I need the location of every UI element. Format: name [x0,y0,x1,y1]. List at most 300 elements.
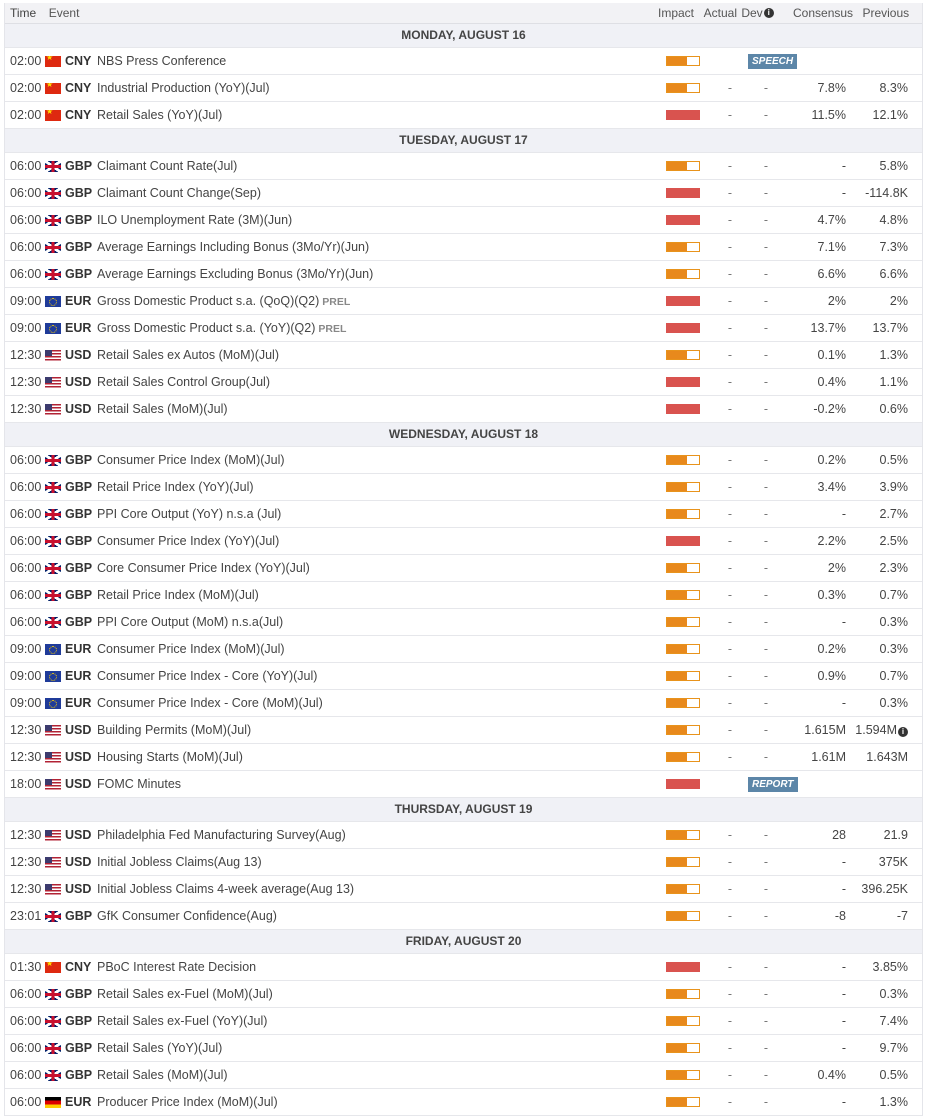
actual-value: - [727,615,733,629]
impact-medium-bar-icon [666,1097,700,1107]
currency-code: GBP [65,615,93,629]
flag-us-icon [45,779,61,790]
column-header-actual[interactable]: Actual [703,6,737,20]
event-name-cell[interactable] [93,159,662,173]
consensus-value: 1.61M [811,750,846,764]
event-row[interactable] [5,876,922,903]
event-name-cell[interactable] [93,588,662,602]
event-row[interactable] [5,369,922,396]
event-name-cell[interactable] [93,987,662,1001]
event-row[interactable] [5,1035,922,1062]
event-name-cell[interactable] [93,186,662,200]
event-name[interactable]: Retail Sales ex-Fuel (MoM)(Jul) [97,987,273,1001]
impact-cell [662,110,712,120]
currency-code: CNY [65,960,92,974]
actual-value: - [727,375,733,389]
previous-value: 4.8% [879,213,908,227]
event-time: 06:00 [10,267,42,281]
event-name-cell[interactable] [93,81,662,95]
consensus-value: 0.2% [817,453,846,467]
event-name-cell[interactable] [93,321,662,335]
event-name[interactable]: Retail Sales (YoY)(Jul) [97,1041,223,1055]
previous-value: 0.3% [879,987,908,1001]
event-name-cell[interactable] [93,750,662,764]
event-name-cell[interactable] [93,882,662,896]
event-name[interactable]: PPI Core Output (MoM) n.s.a(Jul) [97,615,284,629]
impact-cell [662,404,712,414]
event-name[interactable]: Consumer Price Index (MoM)(Jul) [97,453,285,467]
event-time: 23:01 [10,909,42,923]
deviation-value: - [763,402,769,416]
previous-value-cell [846,81,908,95]
previous-value: 0.3% [879,615,908,629]
event-name[interactable]: Building Permits (MoM)(Jul) [97,723,252,737]
currency-code: GBP [65,1068,93,1082]
event-time: 12:30 [10,375,42,389]
deviation-value: - [763,321,769,335]
event-time: 06:00 [10,1041,42,1055]
deviation-value: - [763,480,769,494]
event-row[interactable] [5,315,922,342]
event-row[interactable] [5,396,922,423]
deviation-value: - [763,855,769,869]
actual-value: - [727,159,733,173]
event-name-cell[interactable] [93,561,662,575]
event-name-cell[interactable] [93,348,662,362]
deviation-value: - [763,588,769,602]
flag-cell [45,269,63,280]
column-header-time[interactable]: Time [10,6,37,20]
event-name[interactable]: PPI Core Output (YoY) n.s.a (Jul) [97,507,282,521]
event-name[interactable]: Producer Price Index (MoM)(Jul) [97,1095,278,1109]
previous-value: 13.7% [872,321,908,335]
impact-medium-bar-icon [666,725,700,735]
event-name-cell[interactable] [93,1095,662,1109]
event-name[interactable]: Initial Jobless Claims(Aug 13) [97,855,262,869]
previous-value-cell [846,615,908,629]
flag-cell [45,644,63,655]
column-header-consensus[interactable]: Consensus [793,6,854,20]
event-name[interactable]: Average Earnings Including Bonus (3Mo/Yr)(Jun) [97,240,370,254]
impact-medium-bar-icon [666,698,700,708]
column-header-dev[interactable] [741,6,785,20]
previous-value: 12.1% [872,108,908,122]
actual-value: - [727,1095,733,1109]
event-name[interactable]: Gross Domestic Product s.a. (QoQ)(Q2) [97,294,320,308]
actual-value: - [727,348,733,362]
flag-us-icon [45,857,61,868]
flag-cn-icon [45,83,61,94]
event-name[interactable]: Consumer Price Index - Core (YoY)(Jul) [97,669,318,683]
event-time: 06:00 [10,561,42,575]
currency-code: GBP [65,267,93,281]
impact-cell [662,377,712,387]
event-row[interactable] [5,636,922,663]
actual-value: - [727,81,733,95]
event-name[interactable]: Average Earnings Excluding Bonus (3Mo/Yr)(Jun) [97,267,374,281]
actual-value: - [727,669,733,683]
impact-medium-bar-icon [666,242,700,252]
event-name[interactable]: Core Consumer Price Index (YoY)(Jul) [97,561,310,575]
impact-medium-bar-icon [666,617,700,627]
event-name[interactable]: Retail Sales (MoM)(Jul) [97,402,228,416]
flag-cell [45,296,63,307]
event-name-cell[interactable] [93,642,662,656]
deviation-value: - [763,882,769,896]
previous-value-cell [846,909,908,923]
impact-medium-bar-icon [666,1016,700,1026]
currency-code: USD [65,855,92,869]
event-name[interactable]: GfK Consumer Confidence(Aug) [97,909,277,923]
consensus-value: 11.5% [811,108,846,122]
event-name-cell[interactable] [93,108,662,122]
event-row[interactable] [5,690,922,717]
event-name-cell[interactable] [93,240,662,254]
consensus-value: 2.2% [817,534,846,548]
table-header [5,3,922,24]
flag-cell [45,56,63,67]
previous-value-cell [846,669,908,683]
flag-cell [45,83,63,94]
event-name[interactable]: Retail Price Index (MoM)(Jul) [97,588,259,602]
consensus-value: 0.4% [817,1068,846,1082]
consensus-value: 4.7% [817,213,846,227]
economic-calendar [4,3,923,1116]
event-name[interactable]: Retail Sales Control Group(Jul) [97,375,270,389]
flag-cell [45,161,63,172]
impact-cell [662,590,712,600]
prel-badge: PREL [322,296,351,308]
event-row[interactable] [5,609,922,636]
event-time: 06:00 [10,453,42,467]
event-row[interactable] [5,180,922,207]
flag-gb-icon [45,509,61,520]
previous-value-cell [846,348,908,362]
impact-medium-bar-icon [666,911,700,921]
event-name[interactable]: Consumer Price Index (MoM)(Jul) [97,642,285,656]
event-name-cell[interactable] [93,1068,662,1082]
event-name-cell[interactable] [93,777,662,791]
previous-value: 0.5% [879,1068,908,1082]
consensus-value: - [841,186,846,200]
event-row[interactable] [5,234,922,261]
flag-gb-icon [45,1016,61,1027]
previous-value-cell [846,642,908,656]
event-name[interactable]: ILO Unemployment Rate (3M)(Jun) [97,213,293,227]
deviation-value: - [763,561,769,575]
event-name-cell[interactable] [93,909,662,923]
flag-cell [45,1097,63,1108]
previous-value: 1.1% [879,375,908,389]
flag-cell [45,215,63,226]
info-icon[interactable]: i [764,8,774,18]
impact-cell [662,1043,712,1053]
deviation-value: - [763,453,769,467]
impact-cell [662,161,712,171]
event-name-cell[interactable] [93,507,662,521]
event-name[interactable]: Retail Sales (MoM)(Jul) [97,1068,228,1082]
event-row[interactable] [5,207,922,234]
event-name[interactable]: Retail Sales (YoY)(Jul) [97,108,223,122]
previous-value-cell [846,453,908,467]
deviation-value: - [763,669,769,683]
event-name[interactable]: Consumer Price Index (YoY)(Jul) [97,534,280,548]
currency-code: GBP [65,1041,93,1055]
flag-cell [45,671,63,682]
currency-code: CNY [65,81,92,95]
previous-value-cell [846,1068,908,1082]
impact-cell [662,215,712,225]
event-name-cell[interactable] [93,402,662,416]
flag-cell [45,455,63,466]
column-header-previous[interactable]: Previous [862,6,910,20]
flag-cell [45,404,63,415]
event-row[interactable] [5,981,922,1008]
previous-value-cell [846,294,908,308]
previous-value-cell [846,723,908,737]
currency-code: USD [65,750,92,764]
flag-gb-icon [45,161,61,172]
event-name[interactable]: Claimant Count Rate(Jul) [97,159,238,173]
previous-value: 1.643M [866,750,908,764]
event-name-cell[interactable] [93,534,662,548]
flag-cell [45,911,63,922]
event-row[interactable] [5,342,922,369]
event-row[interactable] [5,1008,922,1035]
impact-cell [662,1070,712,1080]
deviation-value: - [763,186,769,200]
event-name-cell[interactable] [93,213,662,227]
previous-value: 6.6% [879,267,908,281]
event-name[interactable]: Claimant Count Change(Sep) [97,186,261,200]
event-name[interactable]: PBoC Interest Rate Decision [97,960,257,974]
event-row[interactable] [5,153,922,180]
deviation-value: - [763,240,769,254]
flag-cn-icon [45,110,61,121]
deviation-value: - [763,348,769,362]
event-name-cell[interactable] [93,696,662,710]
deviation-value: - [763,615,769,629]
event-row[interactable] [5,663,922,690]
consensus-value: 6.6% [817,267,846,281]
event-name[interactable]: NBS Press Conference [97,54,227,68]
previous-value: 0.7% [879,669,908,683]
deviation-value: - [763,1014,769,1028]
previous-value-cell [846,240,908,254]
impact-medium-bar-icon [666,1070,700,1080]
event-row[interactable] [5,288,922,315]
event-row[interactable] [5,771,922,798]
event-row[interactable] [5,717,922,744]
previous-value-cell [846,828,908,842]
previous-value-cell [846,855,908,869]
flag-gb-icon [45,215,61,226]
flag-gb-icon [45,1070,61,1081]
impact-cell [662,350,712,360]
event-row[interactable] [5,1062,922,1089]
event-name[interactable]: Housing Starts (MoM)(Jul) [97,750,243,764]
consensus-value: 2% [827,294,846,308]
actual-value: - [727,882,733,896]
event-name[interactable]: FOMC Minutes [97,777,182,791]
previous-value: 2.5% [879,534,908,548]
impact-cell [662,779,712,789]
previous-value-cell [846,987,908,1001]
event-name[interactable]: Retail Sales ex-Fuel (YoY)(Jul) [97,1014,268,1028]
event-name-cell[interactable] [93,453,662,467]
day-header: FRIDAY, AUGUST 20 [5,930,922,954]
event-row[interactable] [5,447,922,474]
event-time: 09:00 [10,321,42,335]
actual-value: - [727,561,733,575]
flag-cell [45,563,63,574]
event-time: 06:00 [10,507,42,521]
event-name-cell[interactable] [93,669,662,683]
flag-cell [45,830,63,841]
previous-value-cell [846,321,908,335]
flag-cell [45,242,63,253]
previous-value-cell [846,507,908,521]
impact-high-bar-icon [666,962,700,972]
event-row[interactable] [5,822,922,849]
previous-value: 1.3% [879,348,908,362]
event-row[interactable] [5,75,922,102]
event-name-cell[interactable] [93,375,662,389]
previous-value-cell [846,882,908,896]
column-header-impact[interactable]: Impact [658,6,695,20]
impact-cell [662,536,712,546]
event-row[interactable] [5,501,922,528]
previous-value-cell [846,696,908,710]
flag-cell [45,188,63,199]
impact-cell [662,830,712,840]
impact-cell [662,644,712,654]
event-name-cell[interactable] [93,723,662,737]
impact-cell [662,455,712,465]
flag-cell [45,857,63,868]
impact-cell [662,752,712,762]
event-row[interactable] [5,954,922,981]
flag-cell [45,725,63,736]
deviation-value: - [763,1068,769,1082]
impact-medium-bar-icon [666,269,700,279]
event-name-cell[interactable] [93,1041,662,1055]
impact-medium-bar-icon [666,455,700,465]
event-name[interactable]: Consumer Price Index - Core (MoM)(Jul) [97,696,323,710]
event-name[interactable]: Retail Price Index (YoY)(Jul) [97,480,254,494]
prel-badge: PREL [318,323,347,335]
impact-medium-bar-icon [666,989,700,999]
currency-code: GBP [65,213,93,227]
actual-value: - [727,828,733,842]
previous-value-cell [846,375,908,389]
consensus-value: 1.615M [804,723,846,737]
deviation-value: - [763,987,769,1001]
event-row[interactable] [5,48,922,75]
event-time: 02:00 [10,81,42,95]
revised-info-icon[interactable]: i [898,727,908,737]
actual-value: - [727,696,733,710]
event-name-cell[interactable] [93,960,662,974]
actual-value: - [727,321,733,335]
event-name-cell[interactable] [93,615,662,629]
deviation-value: - [763,750,769,764]
event-name[interactable]: Gross Domestic Product s.a. (YoY)(Q2) [97,321,316,335]
consensus-value: - [841,159,846,173]
event-name-cell[interactable] [93,1014,662,1028]
flag-us-icon [45,725,61,736]
event-name-cell[interactable] [93,267,662,281]
previous-value: 0.7% [879,588,908,602]
impact-cell [662,188,712,198]
event-row[interactable] [5,261,922,288]
event-time: 06:00 [10,987,42,1001]
previous-value-cell [846,402,908,416]
impact-medium-bar-icon [666,590,700,600]
event-name-cell[interactable] [93,828,662,842]
consensus-value: 0.2% [817,642,846,656]
actual-value: - [727,213,733,227]
event-row[interactable] [5,903,922,930]
event-time: 06:00 [10,240,42,254]
event-name-cell[interactable] [93,855,662,869]
event-time: 06:00 [10,1095,42,1109]
previous-value-cell [846,588,908,602]
impact-medium-bar-icon [666,644,700,654]
impact-high-bar-icon [666,110,700,120]
impact-medium-bar-icon [666,830,700,840]
currency-code: CNY [65,108,92,122]
event-row[interactable] [5,102,922,129]
event-name[interactable]: Industrial Production (YoY)(Jul) [97,81,270,95]
actual-value: - [727,480,733,494]
event-time: 09:00 [10,669,42,683]
day-header: WEDNESDAY, AUGUST 18 [5,423,922,447]
event-row[interactable] [5,744,922,771]
impact-high-bar-icon [666,404,700,414]
deviation-value: - [763,81,769,95]
flag-cell [45,1016,63,1027]
column-header-event[interactable]: Event [48,6,80,20]
previous-value-cell [846,213,908,227]
event-name-cell[interactable] [93,294,662,308]
event-name[interactable]: Retail Sales ex Autos (MoM)(Jul) [97,348,280,362]
impact-cell [662,617,712,627]
flag-cell [45,752,63,763]
event-row[interactable] [5,582,922,609]
previous-value: 375K [878,855,908,869]
event-name-cell[interactable] [93,480,662,494]
actual-value: - [727,588,733,602]
event-time: 06:00 [10,213,42,227]
flag-gb-icon [45,563,61,574]
event-name[interactable]: Philadelphia Fed Manufacturing Survey(Aug) [97,828,346,842]
event-row[interactable] [5,849,922,876]
event-row[interactable] [5,474,922,501]
event-name[interactable]: Initial Jobless Claims 4-week average(Aug 13) [97,882,355,896]
previous-value: 3.9% [879,480,908,494]
consensus-value: 0.4% [817,375,846,389]
currency-code: CNY [65,54,92,68]
event-name-cell[interactable] [93,54,662,68]
flag-us-icon [45,350,61,361]
flag-us-icon [45,404,61,415]
event-row[interactable] [5,1089,922,1116]
event-row[interactable] [5,528,922,555]
event-row[interactable] [5,555,922,582]
flag-cell [45,617,63,628]
actual-value: - [727,402,733,416]
